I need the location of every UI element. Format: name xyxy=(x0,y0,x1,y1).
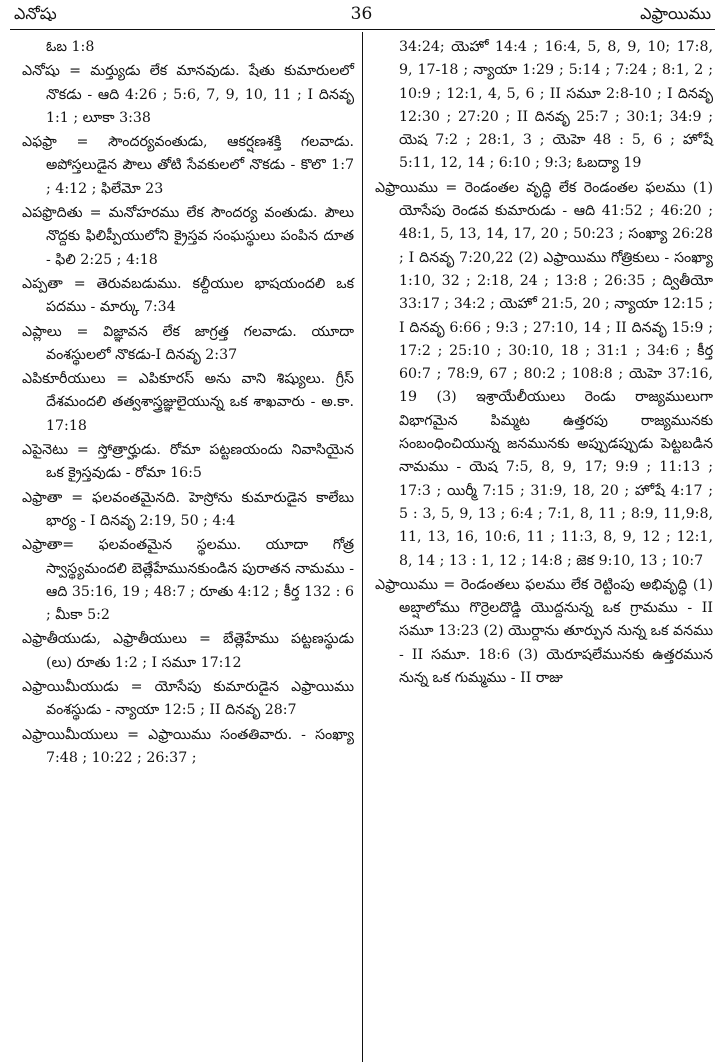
entry-continuation: 34:24; యెహో 14:4 ; 16:4, 5, 8, 9, 10; 17:8, 9, 17-18 ; న్యాయా 1:29 ; 5:14 ; 7:24 ; 8:1, 2 ; 10:9 ; 12:1, 4, 5, 6 ; II సమూ 2:8-10 ; I దినవృ 12:30 ; 27:20 ; II దినవృ 25:7 ; 30:1; 34:9 ; యెష 7:2 ; 28:1, 3 ; యెహె 48 : 5, 6 ; హోషే 5:11, 12, 14 ; 6:10 ; 9:3; ఓబద్యా 19 xyxy=(399,39,713,172)
header-rule xyxy=(10,29,715,30)
dictionary-entry: ఎఫ్రాయిము = రెండంతల వృద్ధి లేక రెండంతల ఫలము (1) యోసేపు రెండవ కుమారుడు - ఆది 41:52 ; 46:20 ; 48:1, 5, 13, 14, 17, 20 ; 50:23 ; సంఖ్యా 26:28 ; I దినవృ 7:20,22 (2) ఎఫ్రాయిము గోత్రికులు - సంఖ్యా 1:10, 32 ; 2:18, 24 ; 13:8 ; 26:35 ; ద్వితీయో 33:17 ; 34:2 ; యెహో 21:5, 20 ; న్యాయా 12:15 ; I దినవృ 6:66 ; 9:3 ; 27:10, 14 ; II దినవృ 15:9 ; 17:2 ; 25:10 ; 30:10, 18 ; 31:1 ; 34:6 ; కీర్త 60:7 ; 78:9, 67 ; 80:2 ; 108:8 ; యెహె 37:16, 19 (3) ఇశ్రాయేలీయులు రెండు రాజ్యములుగా విభాగమైన పిమ్మట ఉత్తరపు రాజ్యమునకు సంబంధించియున్న జనమునకు అప్పుడప్పుడు పెట్టబడిన నామము - యెష 7:5, 8, 9, 17; 9:9 ; 11:13 ; 17:3 ; యిర్మీ 7:15 ; 31:9, 18, 20 ; హోషే 4:17 ; 5 : 3, 5, 9, 13 ; 6:4 ; 7:1, 8, 11 ; 8:9, 11,9:8, 11, 13, 16, 10:6, 11 ; 11:3, 8, 9, 12 ; 12:1, 8, 14 ; 13 : 1, 12 ; 14:8 ; జెక 9:10, 13 ; 10:7 xyxy=(375,179,713,569)
column-divider xyxy=(362,32,363,1062)
dictionary-entry: ఎపైనెటు = స్తోత్రార్హుడు. రోమా పట్టణయందు నివాసియైన ఒక క్రైస్తవుడు - రోమా 16:5 xyxy=(22,442,354,482)
header-first-word: ఎనోషు xyxy=(14,4,57,23)
dictionary-entry: ఎఫ్రాతా= ఫలవంతమైన స్థలము. యూదా గోత్ర స్వాస్థ్యమందలి బెత్లేహేమునకుండిన పురాతన నామము - ఆది 35:16, 19 ; 48:7 ; రూతు 4:12 ; కీర్త 132 : 6 ; మీకా 5:2 xyxy=(22,537,354,624)
page-header xyxy=(0,0,723,30)
dictionary-entry: ఎపికూరీయులు = ఎపికూరస్ అను వాని శిష్యులు. గ్రీస్ దేశమందలి తత్వశాస్త్రజ్ఞులైయున్న ఒక శాఖవారు - అ.కా. 17:18 xyxy=(22,371,354,434)
dictionary-entry: ఎఫ్రాయిమీయులు = ఎఫ్రాయిము సంతతివారు. - సంఖ్యా 7:48 ; 10:22 ; 26:37 ; xyxy=(22,726,354,766)
header-last-word: ఎఫ్రాయిము xyxy=(640,4,711,23)
dictionary-entry: ఓబ 1:8 xyxy=(46,39,95,55)
dictionary-entry: ఎప్లాలు = విజ్ఞావన లేక జాగ్రత్త గలవాడు. యూదా వంశస్థులలో నొకడు-I దినవృ 2:37 xyxy=(22,323,354,363)
dictionary-entry: ఎఫ్రాతా = ఫలవంతమైనది. హెస్రోను కుమారుడైన కాలేబు భార్య - I దినవృ 2:19, 50 ; 4:4 xyxy=(22,489,354,529)
dictionary-entry: ఎపఫ్రొదితు = మనోహరము లేక సౌందర్య వంతుడు. పౌలు నొద్దకు ఫిలిప్పీయులోని క్రైస్తవ సంఘస్థులు పంపిన దూత - ఫిలి 2:25 ; 4:18 xyxy=(22,205,354,268)
page-number: 36 xyxy=(350,4,373,24)
dictionary-entry: ఎనోషు = మర్త్యుడు లేక మానవుడు. షేతు కుమారులలో నొకడు - ఆది 4:26 ; 5:6, 7, 9, 10, 11 ; I దినవృ 1:1 ; లూకా 3:38 xyxy=(22,63,354,126)
dictionary-entry: ఎఫఫ్రా = సౌందర్యవంతుడు, ఆకర్షణశక్తి గలవాడు. అపోస్తలుడైన పౌలు తోటి సేవకులలో నొకడు - కొలొ 1:7 ; 4:12 ; ఫిలేమో 23 xyxy=(22,134,354,197)
left-column xyxy=(22,36,354,771)
right-column xyxy=(375,36,713,691)
dictionary-entry: ఎప్పతా = తెరువబడుము. కల్దీయుల భాషయందలి ఒక పదము - మార్కు 7:34 xyxy=(22,275,354,316)
dictionary-entry: ఎఫ్రాతీయుడు, ఎఫ్రాతీయులు = బేత్లెహేము పట్టణస్థుడు (లు) రూతు 1:2 ; I సమూ 17:12 xyxy=(22,631,354,671)
dictionary-entry: ఎఫ్రాయిము = రెండంతలు ఫలము లేక రెట్టింపు అభివృద్ధి (1) అబ్షాలోము గొర్రెలదొడ్డి యొద్దనున్న ఒక గ్రామము - II సమూ 13:23 (2) యొర్దాను తూర్పున నున్న ఒక వనము - II సమూ. 18:6 (3) యెరూషలేమునకు ఉత్తరమున నున్న ఒక గుమ్మము - II రాజు xyxy=(375,576,713,687)
dictionary-entry: ఎఫ్రాయిమీయుడు = యోసేపు కుమారుడైన ఎఫ్రాయిము వంశస్థుడు - న్యాయా 12:5 ; II దినవృ 28:7 xyxy=(22,679,354,719)
